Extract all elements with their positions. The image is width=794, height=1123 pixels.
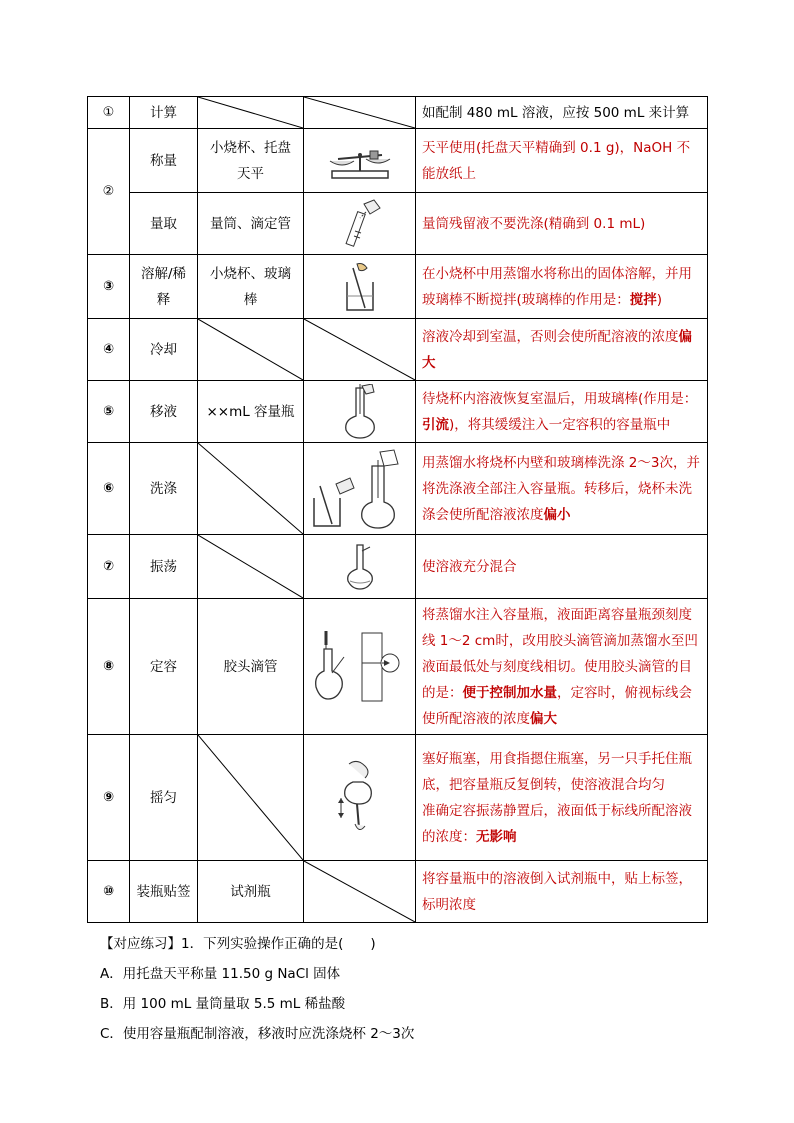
note-text-run: 用蒸馏水将烧杯内壁和玻璃棒洗涤 2～3次，并将洗涤液全部注入容量瓶。转移后，烧杯未洗涤会使所配溶液浓度 — [422, 454, 700, 523]
step-number: ② — [88, 129, 130, 255]
table-row-step-7 — [88, 535, 708, 599]
empty-diagonal-cell — [198, 443, 304, 535]
step-number: ④ — [88, 319, 130, 381]
answer-option-b: B．用 100 mL 量筒量取 5.5 mL 稀盐酸 — [100, 996, 346, 1012]
step-number: ③ — [88, 255, 130, 319]
swirling-flask-icon — [304, 535, 416, 599]
table-row-step-1 — [88, 97, 708, 129]
balance-icon — [304, 129, 416, 193]
note-text-run: 搅拌 — [629, 291, 657, 308]
table-row-step-4 — [88, 319, 708, 381]
step-note — [416, 381, 708, 443]
step-number: ⑩ — [88, 861, 130, 923]
beaker-stirring-icon — [304, 255, 416, 319]
step-note — [416, 735, 708, 861]
step-instrument: 胶头滴管 — [198, 599, 304, 735]
step-name: 冷却 — [130, 319, 198, 381]
step-name: 装瓶贴签 — [130, 861, 198, 923]
empty-diagonal-cell — [198, 97, 304, 129]
note-text-run: 偏小 — [543, 506, 571, 523]
step-name: 溶解/稀释 — [130, 255, 198, 319]
step-note — [416, 861, 708, 923]
measuring-cylinder-icon — [304, 193, 416, 255]
step-name: 移液 — [130, 381, 198, 443]
empty-diagonal-cell — [304, 319, 416, 381]
note-text-run: ) — [656, 291, 663, 308]
dropper-flask-icon — [304, 599, 416, 735]
step-number: ⑤ — [88, 381, 130, 443]
note-text-run: 将容量瓶中的溶液倒入试剂瓶中，贴上标签，标明浓度 — [422, 870, 692, 913]
step-note — [416, 97, 708, 129]
step-number: ⑥ — [88, 443, 130, 535]
answer-option-c: C．使用容量瓶配制溶液，移液时应洗涤烧杯 2～3次 — [100, 1026, 415, 1042]
step-number: ⑨ — [88, 735, 130, 861]
table-row-step-2-measure — [88, 193, 708, 255]
table-row-step-3 — [88, 255, 708, 319]
step-note-extra — [422, 798, 701, 850]
step-instrument: ××mL 容量瓶 — [198, 381, 304, 443]
note-text-run: 塞好瓶塞，用食指摁住瓶塞，另一只手托住瓶底，把容量瓶反复倒转，使溶液混合均匀 — [422, 750, 692, 793]
answer-option-a: A．用托盘天平称量 11.50 g NaCl 固体 — [100, 966, 341, 982]
note-text-run: 待烧杯内溶液恢复室温后，用玻璃棒(作用是： — [422, 390, 698, 407]
step-note-main — [422, 746, 701, 798]
step-name: 计算 — [130, 97, 198, 129]
step-instrument: 试剂瓶 — [198, 861, 304, 923]
table-row-step-8 — [88, 599, 708, 735]
transfer-flask-icon — [304, 381, 416, 443]
table-row-step-2-weigh — [88, 129, 708, 193]
practice-question — [100, 929, 414, 1049]
step-name: 摇匀 — [130, 735, 198, 861]
note-text-run: 溶液冷却到室温，否则会使所配溶液的浓度 — [422, 328, 679, 345]
note-text-run: 如配制 480 mL 溶液，应按 500 mL 来计算 — [422, 104, 690, 121]
step-instrument: 量筒、滴定管 — [198, 193, 304, 255]
washing-icon — [304, 443, 416, 535]
step-instrument: 小烧杯、玻璃棒 — [198, 255, 304, 319]
note-text-run: 引流 — [422, 416, 449, 433]
step-name: 定容 — [130, 599, 198, 735]
step-note — [416, 535, 708, 599]
step-note — [416, 599, 708, 735]
empty-diagonal-cell — [198, 535, 304, 599]
step-number: ⑦ — [88, 535, 130, 599]
note-text-run: 偏大 — [530, 710, 557, 727]
table-row-step-6 — [88, 443, 708, 535]
step-name: 称量 — [130, 129, 198, 193]
step-number: ① — [88, 97, 130, 129]
empty-diagonal-cell — [198, 735, 304, 861]
note-text-run: 使溶液充分混合 — [422, 558, 517, 575]
table-row-step-9 — [88, 735, 708, 861]
step-note — [416, 319, 708, 381]
empty-diagonal-cell — [304, 861, 416, 923]
note-text-run: 将蒸馏水注入容量瓶，液面距离容量瓶颈刻度线 1～2 cm时，改用胶头滴管滴加蒸馏水至凹液面最低处与刻度线相切。使用胶头滴管的目的是： — [422, 606, 698, 701]
note-text-run: ，定容时，俯视标线会使所配溶液的浓度 — [422, 684, 692, 727]
step-note — [416, 129, 708, 193]
preparation-steps-table — [87, 96, 708, 923]
table-row-step-10 — [88, 861, 708, 923]
note-text-run: )，将其缓缓注入一定容积的容量瓶中 — [449, 416, 671, 433]
step-number: ⑧ — [88, 599, 130, 735]
empty-diagonal-cell — [304, 97, 416, 129]
note-text-run: 天平使用(托盘天平精确到 0.1 g)，NaOH 不能放纸上 — [422, 139, 691, 182]
note-text-run: 无影响 — [476, 828, 517, 845]
question-heading: 【对应练习】1．下列实验操作正确的是( ) — [100, 936, 376, 952]
table-row-step-5 — [88, 381, 708, 443]
step-instrument: 小烧杯、托盘天平 — [198, 129, 304, 193]
note-text-run: 在小烧杯中用蒸馏水将称出的固体溶解，并用玻璃棒不断搅拌(玻璃棒的作用是： — [422, 265, 692, 308]
step-note — [416, 443, 708, 535]
note-text-run: 便于控制加水量 — [462, 684, 557, 701]
empty-diagonal-cell — [198, 319, 304, 381]
note-text-run: 量筒残留液不要洗涤(精确到 0.1 mL) — [422, 215, 646, 232]
note-text-run: 偏大 — [422, 328, 692, 371]
note-text-run: 准确定容振荡静置后，液面低于标线所配溶液的浓度： — [422, 802, 692, 845]
step-note — [416, 255, 708, 319]
inverting-flask-icon — [304, 735, 416, 861]
step-name: 洗涤 — [130, 443, 198, 535]
step-name: 量取 — [130, 193, 198, 255]
step-note — [416, 193, 708, 255]
step-name: 振荡 — [130, 535, 198, 599]
